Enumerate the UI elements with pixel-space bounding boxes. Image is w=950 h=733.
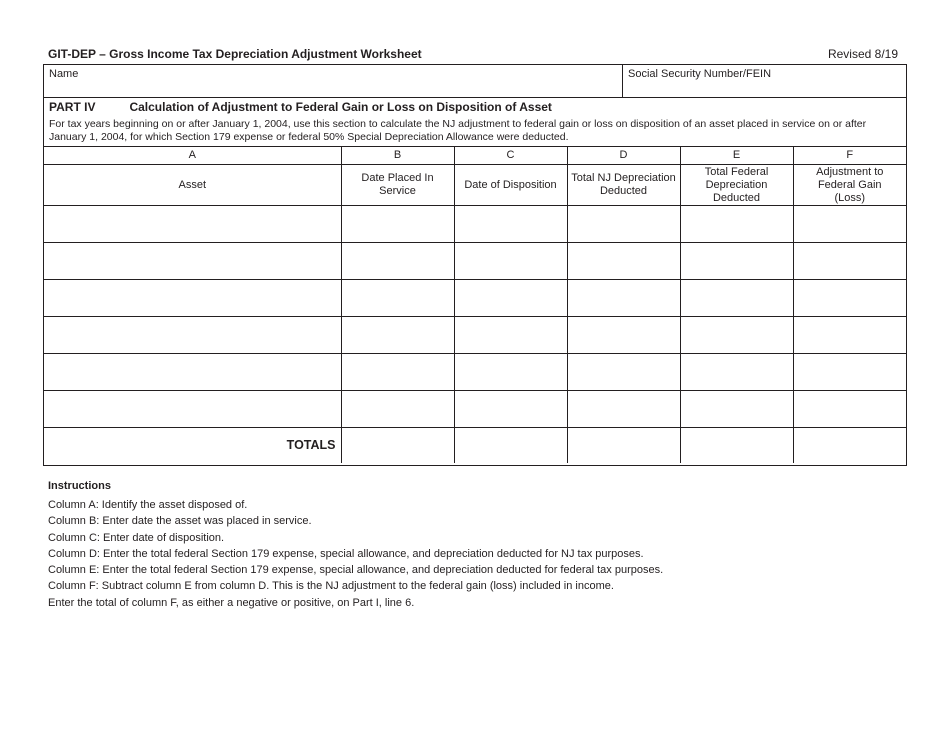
total-adjustment-cell[interactable] bbox=[793, 428, 906, 464]
totals-row bbox=[44, 428, 906, 464]
date-disposition-cell[interactable] bbox=[454, 317, 567, 354]
ssn-fein-label: Social Security Number/FEIN bbox=[628, 68, 772, 80]
federal-depreciation-cell[interactable] bbox=[680, 317, 793, 354]
column-letter: D bbox=[567, 147, 680, 165]
column-letter-row bbox=[44, 147, 906, 165]
table-row bbox=[44, 280, 906, 317]
adjustment-cell[interactable] bbox=[793, 354, 906, 391]
adjustment-cell[interactable] bbox=[793, 280, 906, 317]
instruction-line: Column E: Enter the total federal Section 179 expense, special allowance, and depreciation deducted for federal tax purposes. bbox=[48, 564, 664, 577]
adjustment-cell[interactable] bbox=[793, 317, 906, 354]
table-row bbox=[44, 391, 906, 428]
table-row bbox=[44, 243, 906, 280]
column-header: Total Federal Depreciation Deducted bbox=[680, 165, 793, 206]
federal-depreciation-cell[interactable] bbox=[680, 391, 793, 428]
instruction-line: Column D: Enter the total federal Section 179 expense, special allowance, and depreciation deducted for NJ tax purposes. bbox=[48, 547, 644, 560]
identity-row bbox=[44, 65, 906, 98]
date-disposition-cell[interactable] bbox=[454, 243, 567, 280]
column-header: Adjustment to Federal Gain (Loss) bbox=[793, 165, 906, 206]
table-row bbox=[44, 317, 906, 354]
federal-depreciation-cell[interactable] bbox=[680, 354, 793, 391]
nj-depreciation-cell[interactable] bbox=[567, 280, 680, 317]
revision-date: Revised 8/19 bbox=[827, 47, 898, 61]
part-number: PART IV bbox=[49, 100, 96, 114]
date-placed-cell[interactable] bbox=[341, 206, 454, 243]
ssn-fein-field[interactable] bbox=[622, 65, 907, 97]
asset-cell[interactable] bbox=[44, 354, 341, 391]
instructions-heading: Instructions bbox=[48, 480, 111, 492]
column-letter: B bbox=[341, 147, 454, 165]
worksheet-frame bbox=[43, 64, 907, 466]
table-row bbox=[44, 354, 906, 391]
totals-label: TOTALS bbox=[44, 428, 341, 464]
adjustment-cell[interactable] bbox=[793, 243, 906, 280]
name-field[interactable]: Name bbox=[49, 68, 79, 80]
federal-depreciation-cell[interactable] bbox=[680, 243, 793, 280]
column-letter: F bbox=[793, 147, 906, 165]
date-placed-cell[interactable] bbox=[341, 280, 454, 317]
column-letter: A bbox=[44, 147, 341, 165]
asset-cell[interactable] bbox=[44, 206, 341, 243]
instruction-line: Enter the total of column F, as either a negative or positive, on Part I, line 6. bbox=[48, 596, 415, 609]
date-placed-cell[interactable] bbox=[341, 354, 454, 391]
instruction-line: Column F: Subtract column E from column D. This is the NJ adjustment to the federal gain (loss) included in income. bbox=[48, 580, 614, 593]
column-header: Date of Disposition bbox=[454, 165, 567, 206]
nj-depreciation-cell[interactable] bbox=[567, 317, 680, 354]
date-disposition-cell[interactable] bbox=[454, 354, 567, 391]
column-header-row bbox=[44, 165, 906, 206]
adjustment-cell[interactable] bbox=[793, 391, 906, 428]
part-description: For tax years beginning on or after January 1, 2004, use this section to calculate the NJ adjustment to federal gain or loss on disposition of an asset placed in service on or after January 1, 2004, for which Section 179 expense or federal 50% Special Depreciation Allowance were deducted. bbox=[49, 118, 867, 143]
date-placed-cell[interactable] bbox=[341, 317, 454, 354]
form-title: GIT-DEP – Gross Income Tax Depreciation Adjustment Worksheet bbox=[48, 47, 422, 61]
column-header: Asset bbox=[44, 165, 341, 206]
part-heading bbox=[49, 100, 552, 114]
part-title: Calculation of Adjustment to Federal Gain or Loss on Disposition of Asset bbox=[129, 100, 552, 114]
federal-depreciation-cell[interactable] bbox=[680, 280, 793, 317]
date-placed-cell[interactable] bbox=[341, 391, 454, 428]
column-letter: E bbox=[680, 147, 793, 165]
nj-depreciation-cell[interactable] bbox=[567, 354, 680, 391]
instruction-line: Column C: Enter date of disposition. bbox=[48, 531, 225, 544]
nj-depreciation-cell[interactable] bbox=[567, 391, 680, 428]
total-nj-depreciation-cell[interactable] bbox=[567, 428, 680, 464]
date-disposition-cell[interactable] bbox=[454, 280, 567, 317]
nj-depreciation-cell[interactable] bbox=[567, 206, 680, 243]
column-header: Date Placed In Service bbox=[341, 165, 454, 206]
total-federal-depreciation-cell[interactable] bbox=[680, 428, 793, 464]
asset-cell[interactable] bbox=[44, 280, 341, 317]
column-header: Total NJ Depreciation Deducted bbox=[567, 165, 680, 206]
adjustment-cell[interactable] bbox=[793, 206, 906, 243]
instructions-section bbox=[48, 480, 663, 611]
federal-depreciation-cell[interactable] bbox=[680, 206, 793, 243]
nj-depreciation-cell[interactable] bbox=[567, 243, 680, 280]
column-letter: C bbox=[454, 147, 567, 165]
date-disposition-cell[interactable] bbox=[454, 206, 567, 243]
date-disposition-cell[interactable] bbox=[454, 391, 567, 428]
asset-cell[interactable] bbox=[44, 243, 341, 280]
instruction-line: Column A: Identify the asset disposed of. bbox=[48, 499, 248, 511]
instruction-line: Column B: Enter date the asset was placed in service. bbox=[48, 515, 312, 528]
total-date-disposition-cell[interactable] bbox=[454, 428, 567, 464]
date-placed-cell[interactable] bbox=[341, 243, 454, 280]
table-row bbox=[44, 206, 906, 243]
asset-cell[interactable] bbox=[44, 391, 341, 428]
adjustment-table bbox=[44, 146, 906, 463]
total-date-placed-cell[interactable] bbox=[341, 428, 454, 464]
asset-cell[interactable] bbox=[44, 317, 341, 354]
